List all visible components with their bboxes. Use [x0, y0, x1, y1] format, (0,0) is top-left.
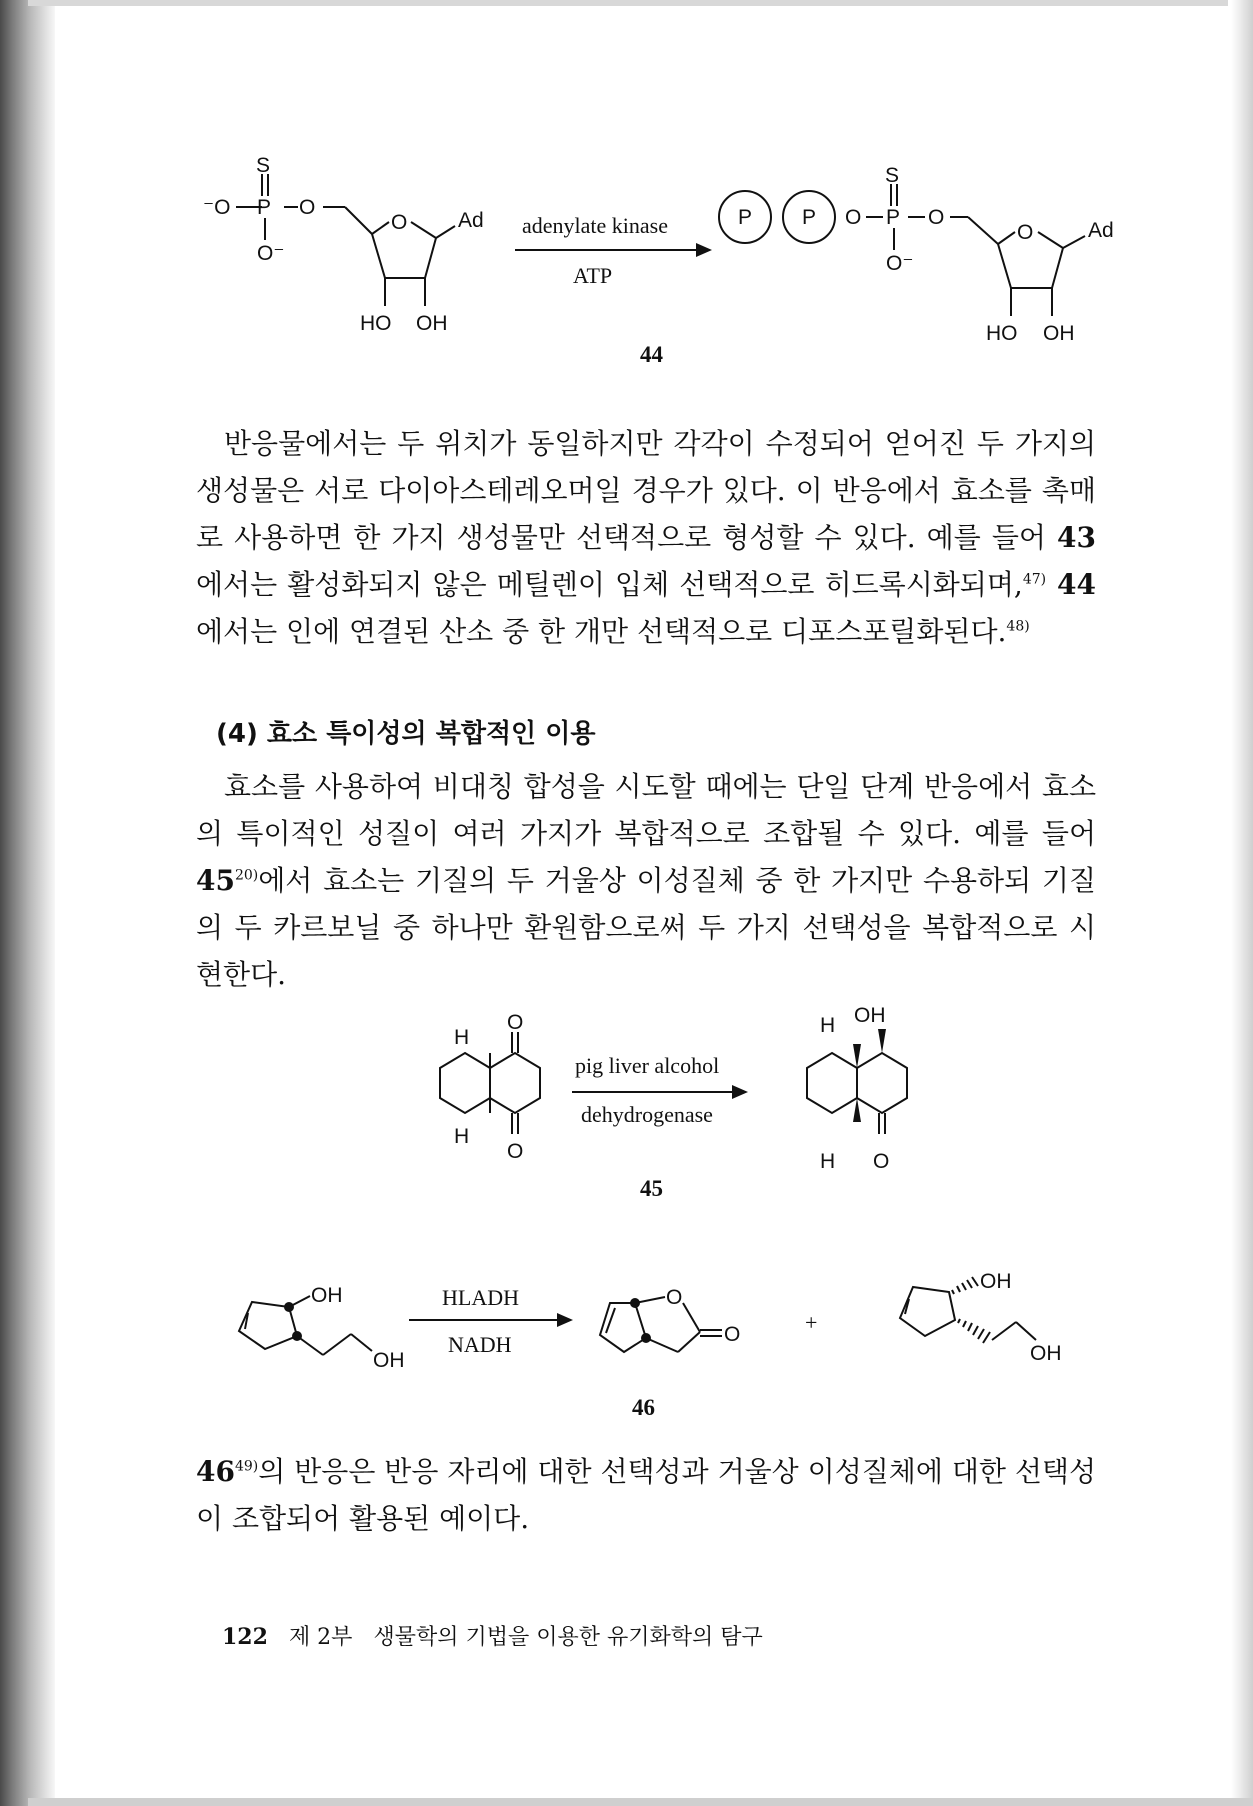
atom-s-right: S [885, 164, 900, 187]
atom-h-top-left: H [454, 1026, 470, 1049]
compound-label-44: 44 [640, 342, 663, 367]
footnote-48: 48) [1006, 618, 1030, 635]
paragraph-1-text-a: 반응물에서는 두 위치가 동일하지만 각각이 수정되어 얻어진 두 가지의 생성물은 서로 다이아스테레오머일 경우가 있다. 이 반응에서 효소를 촉매로 사용하면 한 가지 생성물만 선택적으로 형성할 수 있다. 예를 들어 [196, 427, 1096, 554]
atom-h-bottom-right: H [820, 1150, 836, 1173]
ref-43: 43 [1057, 521, 1096, 554]
atom-h-bottom-left: H [454, 1125, 470, 1148]
page-footer [222, 1620, 777, 1651]
reagent-atp: ATP [573, 263, 613, 288]
atom-o-minus-bottom-right: O⁻ [886, 252, 914, 275]
paragraph-2-text-b: 에서 효소는 기질의 두 거울상 이성질체 중 한 가지만 수용하되 기질의 두 카르보닐 중 하나만 환원함으로써 두 가지 선택성을 복합적으로 시현한다. [196, 864, 1096, 991]
atom-o-top-left: O [507, 1011, 524, 1034]
ref-45: 45 [196, 864, 235, 897]
reagent-adenylate-kinase: adenylate kinase [522, 213, 668, 238]
atom-ad-right: Ad [1088, 219, 1114, 242]
atom-o-minus-left: ⁻O [203, 196, 231, 219]
footer-part: 제 2부 [288, 1625, 353, 1650]
atom-o-ring-lactone: O [666, 1286, 683, 1309]
atom-ho-left: HO [360, 312, 392, 335]
paragraph-1-text-b: 에서는 활성화되지 않은 메틸렌이 입체 선택적으로 히드록시화되며, [196, 568, 1023, 601]
footnote-20: 20) [234, 867, 259, 884]
footer-chapter-title: 생물학의 기법을 이용한 유기화학의 탐구 [373, 1625, 763, 1650]
paragraph-1-text-c: 에서는 인에 연결된 산소 중 한 개만 선택적으로 디포스포릴화된다. [196, 615, 1007, 648]
atom-oh-left-bottom: OH [373, 1349, 405, 1372]
footnote-49: 49) [234, 1458, 259, 1475]
atom-o-ring-right: O [1017, 221, 1034, 244]
atom-oh-right-bottom: OH [1030, 1342, 1062, 1365]
paragraph-3-text: 의 반응은 반응 자리에 대한 선택성과 거울상 이성질체에 대한 선택성이 조합되어 활용된 예이다. [196, 1455, 1096, 1535]
footnote-47: 47) [1022, 571, 1047, 588]
ref-46: 46 [196, 1455, 235, 1488]
atom-ad-left: Ad [458, 209, 484, 232]
atom-oh-right: OH [1043, 322, 1075, 345]
reagent-pig-liver-alcohol: pig liver alcohol [575, 1053, 720, 1078]
paragraph-2-text-a: 효소를 사용하여 비대칭 합성을 시도할 때에는 단일 단계 반응에서 효소의 특이적인 성질이 여러 가지가 복합적으로 조합될 수 있다. 예를 들어 [196, 770, 1096, 850]
atom-oh-right-top: OH [980, 1270, 1012, 1293]
reagent-hladh: HLADH [442, 1285, 519, 1310]
section-4-title: (4) 효소 특이성의 복합적인 이용 [216, 719, 596, 749]
atom-oh-left: OH [416, 312, 448, 335]
page-number: 122 [222, 1624, 268, 1650]
circle-p-2: P [802, 206, 817, 229]
atom-oh-right: OH [854, 1004, 886, 1027]
atom-s-left: S [256, 154, 271, 177]
compound-label-45: 45 [640, 1176, 663, 1201]
compound-label-46: 46 [632, 1395, 655, 1420]
atom-o-minus-bottom-left: O⁻ [257, 242, 285, 265]
plus-sign: + [805, 1310, 818, 1335]
atom-ho-right: HO [986, 322, 1018, 345]
atom-o-link-right: O [845, 206, 862, 229]
circle-p-1: P [738, 206, 753, 229]
atom-p-left: P [257, 196, 272, 219]
atom-o-bridge-right: O [928, 206, 945, 229]
reagent-dehydrogenase: dehydrogenase [581, 1102, 713, 1127]
ref-44: 44 [1046, 568, 1096, 601]
atom-o-carbonyl-lactone: O [724, 1323, 741, 1346]
atom-o-bridge-left: O [299, 196, 316, 219]
atom-oh-left-top: OH [311, 1284, 343, 1307]
paragraph-3 [196, 1448, 1096, 1542]
atom-o-bottom-left: O [507, 1140, 524, 1163]
atom-p-right: P [886, 206, 901, 229]
atom-o-bottom-right: O [873, 1150, 890, 1173]
reagent-nadh: NADH [448, 1332, 512, 1357]
atom-h-top-right: H [820, 1014, 836, 1037]
atom-o-ring-left: O [391, 211, 408, 234]
